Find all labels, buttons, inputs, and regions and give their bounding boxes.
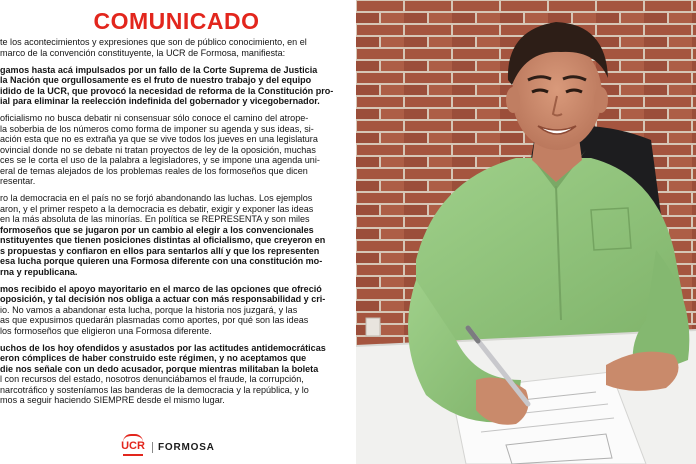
wall-outlet [366, 318, 380, 336]
document-line: te los acontecimientos y expresiones que son de público conocimiento, en el [0, 37, 307, 47]
document-line: eron cómplices de haber construido este régimen, y no aceptamos que [0, 353, 307, 363]
document-paragraph [0, 113, 353, 187]
document-line: ial para eliminar la reelección indefinida del gobernador y vicegobernador. [0, 96, 320, 106]
document-line: ovincial donde no se debate ni tratan proyectos de ley de la oposición, muchas [0, 144, 316, 155]
signing-photo [356, 0, 696, 464]
document-paragraph [0, 284, 353, 337]
document-paragraph [0, 65, 353, 107]
document-line: ación esta que no es extraña ya que se vive todos los jueves en una legislatura [0, 134, 318, 144]
document-line: oposición, y tal decisión nos obliga a actuar con más responsabilidad y cri- [0, 294, 326, 304]
document-line: en la más absoluta de las minorías. En política se REPRESENTA y son miles [0, 214, 310, 224]
ucr-logo [120, 434, 146, 460]
document-line: mos recibido el apoyo mayoritario en el marco de las opciones que ofreció [0, 283, 322, 294]
document-paragraph [0, 37, 353, 58]
document-line: oficialismo no busca debatir ni consensuar sólo conoce el camino del atrope- [0, 113, 309, 123]
document-body [0, 37, 353, 430]
document-line: idido de la UCR, que provocó la necesidad de reforma de la Constitución pro- [0, 85, 334, 96]
document-line: mos a seguir haciendo SIEMPRE desde el mismo lugar. [0, 395, 225, 405]
document-line: l con recursos del estado, nosotros denunciábamos el fraude, la corrupción, [0, 374, 304, 384]
document-line: rna y republicana. [0, 266, 78, 277]
document-line: gamos hasta acá impulsados por un fallo de la Corte Suprema de Justicia [0, 64, 318, 75]
document-line: formoseños que se jugaron por un cambio al elegir a los convencionales [0, 224, 314, 235]
document-line: io. No vamos a abandonar esta lucha, porque la historia nos juzgará, y las [0, 304, 298, 315]
document-line: die nos señale con un dedo acusador, porque mientras militaban la boleta [0, 363, 319, 374]
document-line: as que expusimos quedarán plasmadas como aportes, por qué son las ideas [0, 315, 309, 325]
footer-region-label: FORMOSA [152, 442, 215, 453]
document-line: aron, y el primer respeto a la democracia es debatir, exigir y exponer las ideas [0, 203, 314, 214]
document-line: narcotráfico y sosteníamos las banderas de la democracia y la república, y lo [0, 384, 309, 395]
document-line: marco de la convención constituyente, la UCR de Formosa, manifiesta: [0, 47, 286, 58]
document-line: la Nación que orgullosamente es el fruto de nuestro trabajo y del equipo [0, 75, 312, 85]
photo-illustration [356, 0, 696, 464]
document-footer [120, 434, 215, 460]
document-paragraph [0, 193, 353, 277]
document-line: resentar. [0, 176, 36, 186]
document-paragraph [0, 343, 353, 406]
document-line: ces se le corta el uso de la palabra a legisladores, y se impone una agenda uni- [0, 155, 320, 165]
ucr-logo-text: UCR [121, 440, 145, 452]
document-line: eral de temas alejados de los problemas reales de los formoseños que dicen [0, 165, 308, 176]
document-line: los formoseños que eligieron una Formosa diferente. [0, 325, 212, 336]
document-line: la soberbia de los números como forma de imponer su agenda y sus ideas, si- [0, 123, 314, 134]
document-line: s propuestas y confiaron en ellos para sentarlos allí y que los representen [0, 245, 320, 256]
document-line: uchos de los hoy ofendidos y asustados por las actitudes antidemocráticas [0, 342, 326, 353]
document-line: ro la democracia en el país no se forjó abandonando las luchas. Los ejemplos [0, 193, 313, 203]
document-line: nstituyentes que tienen posiciones distintas al oficialismo, que creyeron en [0, 235, 326, 245]
document-line: esa lucha porque quieren una Formosa diferente con una constitución mo- [0, 256, 323, 266]
document-title: COMUNICADO [93, 8, 260, 34]
